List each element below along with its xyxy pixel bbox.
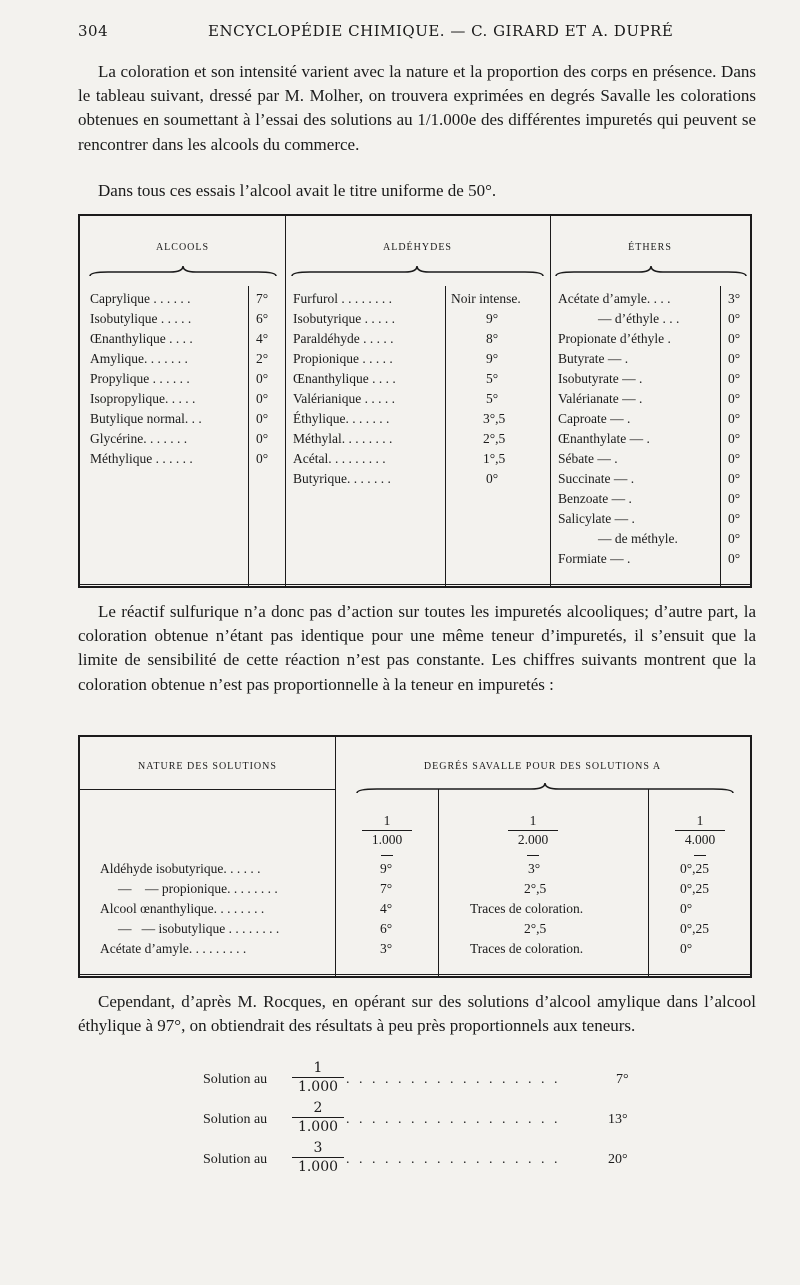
list-item: Propylique . . . . . . [90,371,190,386]
list-item: Isopropylique. . . . . [90,391,196,406]
col-divider [248,286,249,586]
paragraph-rocques: Cependant, d’après M. Rocques, en opérant sur des solutions d’alcool amylique dans l’alcool éthylique à 97°, on obtiendrait des résultats à peu près proportionnels aux teneurs. [78,992,756,1036]
cell-value: 9° [486,351,499,366]
cell-value: 0° [256,391,269,406]
cell-value: Traces de coloration. [470,901,584,916]
fraction-header: $\frac{1}{4.000}$ [675,813,725,848]
list-item: Paraldéhyde . . . . . [293,331,394,346]
cell-value: 0° [256,411,269,426]
list-item: Éthylique. . . . . . . [293,411,390,426]
col-divider [285,216,286,586]
list-item: Propionate d’éthyle . [558,331,671,346]
list-item: Butylique normal. . . [90,411,202,426]
header-nature: NATURE DES SOLUTIONS [138,761,277,772]
table-savalle [78,735,752,978]
list-item: Isobutyrate — . [558,371,643,386]
solution-label: Solution au [203,1152,268,1167]
table-row: Alcool œnanthylique. . . . . . . . [100,901,265,916]
list-item: Acétate d’amyle. . . . [558,291,671,306]
list-item: — de méthyle. [598,531,678,546]
page-number: 304 [78,22,109,40]
table-row: Aldéhyde isobutyrique. . . . . . [100,861,261,876]
solution-value: 7° [616,1072,629,1087]
cell-value: 3° [728,291,741,306]
cell-value: 0° [486,471,499,486]
list-item: Butyrate — . [558,351,629,366]
cell-value: 5° [486,371,499,386]
cell-value: 0° [680,901,693,916]
cell-value: 0° [728,331,741,346]
fraction-header: $\frac{1}{2.000}$ [508,813,558,848]
cell-value: 3° [528,861,541,876]
col-divider [438,789,439,976]
col-divider [335,737,336,976]
solution-label: Solution au [203,1072,268,1087]
cell-value: 0° [728,531,741,546]
cell-value: 5° [486,391,499,406]
cell-value: 3°,5 [483,411,506,426]
cell-value: 0° [680,941,693,956]
cell-value: 2°,5 [524,881,547,896]
brace-icon [88,264,278,280]
header-alcools: ALCOOLS [155,242,210,253]
cell-value: 6° [380,921,393,936]
cell-value: 0° [728,311,741,326]
cell-value: 0°,25 [680,861,710,876]
leader-dots: . . . . . . . . . . . . . . . . . [346,1152,561,1167]
cell-value: 4° [380,901,393,916]
list-item: Œnanthylique . . . . [293,371,396,386]
cell-value: 0° [728,371,741,386]
list-item: — d’éthyle . . . [598,311,680,326]
cell-value: 0° [256,371,269,386]
paragraph-intro: La coloration et son intensité varient avec la nature et la proportion des corps en présence. Dans le tableau suivant, dressé par M. Molher, on trouvera exprimées en degrés Savalle les colorations obtenues en soumettant à l’essai des solutions au 1/1.000e des différentes impuretés qui peuvent se rencontrer dans les alcools du commerce. [78,62,756,154]
list-item: Amylique. . . . . . . [90,351,188,366]
solution-fraction: $\frac{3}{1.000}$ [292,1140,344,1175]
list-item: Caprylique . . . . . . [90,291,191,306]
cell-value: 3° [380,941,393,956]
cell-value: 1°,5 [483,451,506,466]
list-item: Œnanthylate — . [558,431,650,446]
leader-dots: . . . . . . . . . . . . . . . . . [346,1072,561,1087]
cell-value: 0°,25 [680,921,710,936]
col-divider [720,286,721,586]
table-row: Acétate d’amyle. . . . . . . . . [100,941,247,956]
header-rule [80,789,335,790]
running-title: ENCYCLOPÉDIE CHIMIQUE. — C. GIRARD ET A. DUPRÉ [208,22,674,40]
table-row: — — isobutylique . . . . . . . . [118,921,280,936]
cell-value: 8° [486,331,499,346]
list-item: Benzoate — . [558,491,632,506]
header-degres: DEGRÉS SAVALLE POUR DES SOLUTIONS A [423,761,662,772]
col-divider [550,216,551,586]
separator [527,855,539,856]
cell-value: 9° [486,311,499,326]
header-aldehydes: ALDÉHYDES [383,242,452,253]
list-item: Butyrique. . . . . . . [293,471,391,486]
list-item: Furfurol . . . . . . . . [293,291,392,306]
cell-value: Traces de coloration. [470,941,584,956]
list-item: Acétal. . . . . . . . . [293,451,386,466]
solution-label: Solution au [203,1112,268,1127]
cell-value: 6° [256,311,269,326]
list-item: Isobutyrique . . . . . [293,311,395,326]
leader-dots: . . . . . . . . . . . . . . . . . [346,1112,561,1127]
solution-fraction: $\frac{2}{1.000}$ [292,1100,344,1135]
cell-value: 2°,5 [483,431,506,446]
list-item: Valérianique . . . . . [293,391,395,406]
list-item: Salicylate — . [558,511,635,526]
cell-value: 0° [728,391,741,406]
cell-value: 0° [728,451,741,466]
cell-value: 9° [380,861,393,876]
cell-value: 0° [728,351,741,366]
separator [694,855,706,856]
list-item: Formiate — . [558,551,631,566]
cell-value: 0°,25 [680,881,710,896]
cell-value: 0° [256,431,269,446]
cell-value: 2° [256,351,269,366]
list-item: Propionique . . . . . [293,351,393,366]
list-item: Méthylique . . . . . . [90,451,193,466]
list-item: Glycérine. . . . . . . [90,431,188,446]
brace-icon [290,264,545,280]
list-item: Sébate — . [558,451,618,466]
paragraph-titre: Dans tous ces essais l’alcool avait le titre uniforme de 50°. [98,181,497,200]
list-item: Œnanthylique . . . . [90,331,193,346]
solution-fraction: $\frac{1}{1.000}$ [292,1060,344,1095]
cell-value: 2°,5 [524,921,547,936]
cell-value: 0° [728,471,741,486]
cell-value: 7° [256,291,269,306]
paragraph-reactif: Le réactif sulfurique n’a donc pas d’action sur toutes les impuretés alcooliques; d’autre part, la coloration obtenue n’étant pas identique pour une même teneur d’impuretés, il s’ensuit que la limite de sensibilité de cette réaction n’est pas constante. Les chiffres suivants montrent que la coloration obtenue n’est pas proportionnelle à la teneur en impuretés : [78,602,756,694]
table-row: — — propionique. . . . . . . . [118,881,278,896]
solution-value: 13° [608,1112,628,1127]
cell-value: Noir intense. [451,291,521,306]
list-item: Succinate — . [558,471,635,486]
cell-value: 0° [256,451,269,466]
cell-value: 0° [728,551,741,566]
table-colorations [78,214,752,588]
cell-value: 7° [380,881,393,896]
cell-value: 0° [728,431,741,446]
cell-value: 0° [728,491,741,506]
brace-icon [355,781,735,797]
brace-icon [554,264,748,280]
solution-value: 20° [608,1152,628,1167]
fraction-header: $\frac{1}{1.000}$ [362,813,412,848]
cell-value: 0° [728,511,741,526]
list-item: Caproate — . [558,411,631,426]
list-item: Valérianate — . [558,391,643,406]
col-divider [445,286,446,586]
col-divider [648,789,649,976]
separator [381,855,393,856]
cell-value: 0° [728,411,741,426]
list-item: Méthylal. . . . . . . . [293,431,393,446]
header-ethers: ÉTHERS [628,242,672,253]
list-item: Isobutylique . . . . . [90,311,192,326]
cell-value: 4° [256,331,269,346]
